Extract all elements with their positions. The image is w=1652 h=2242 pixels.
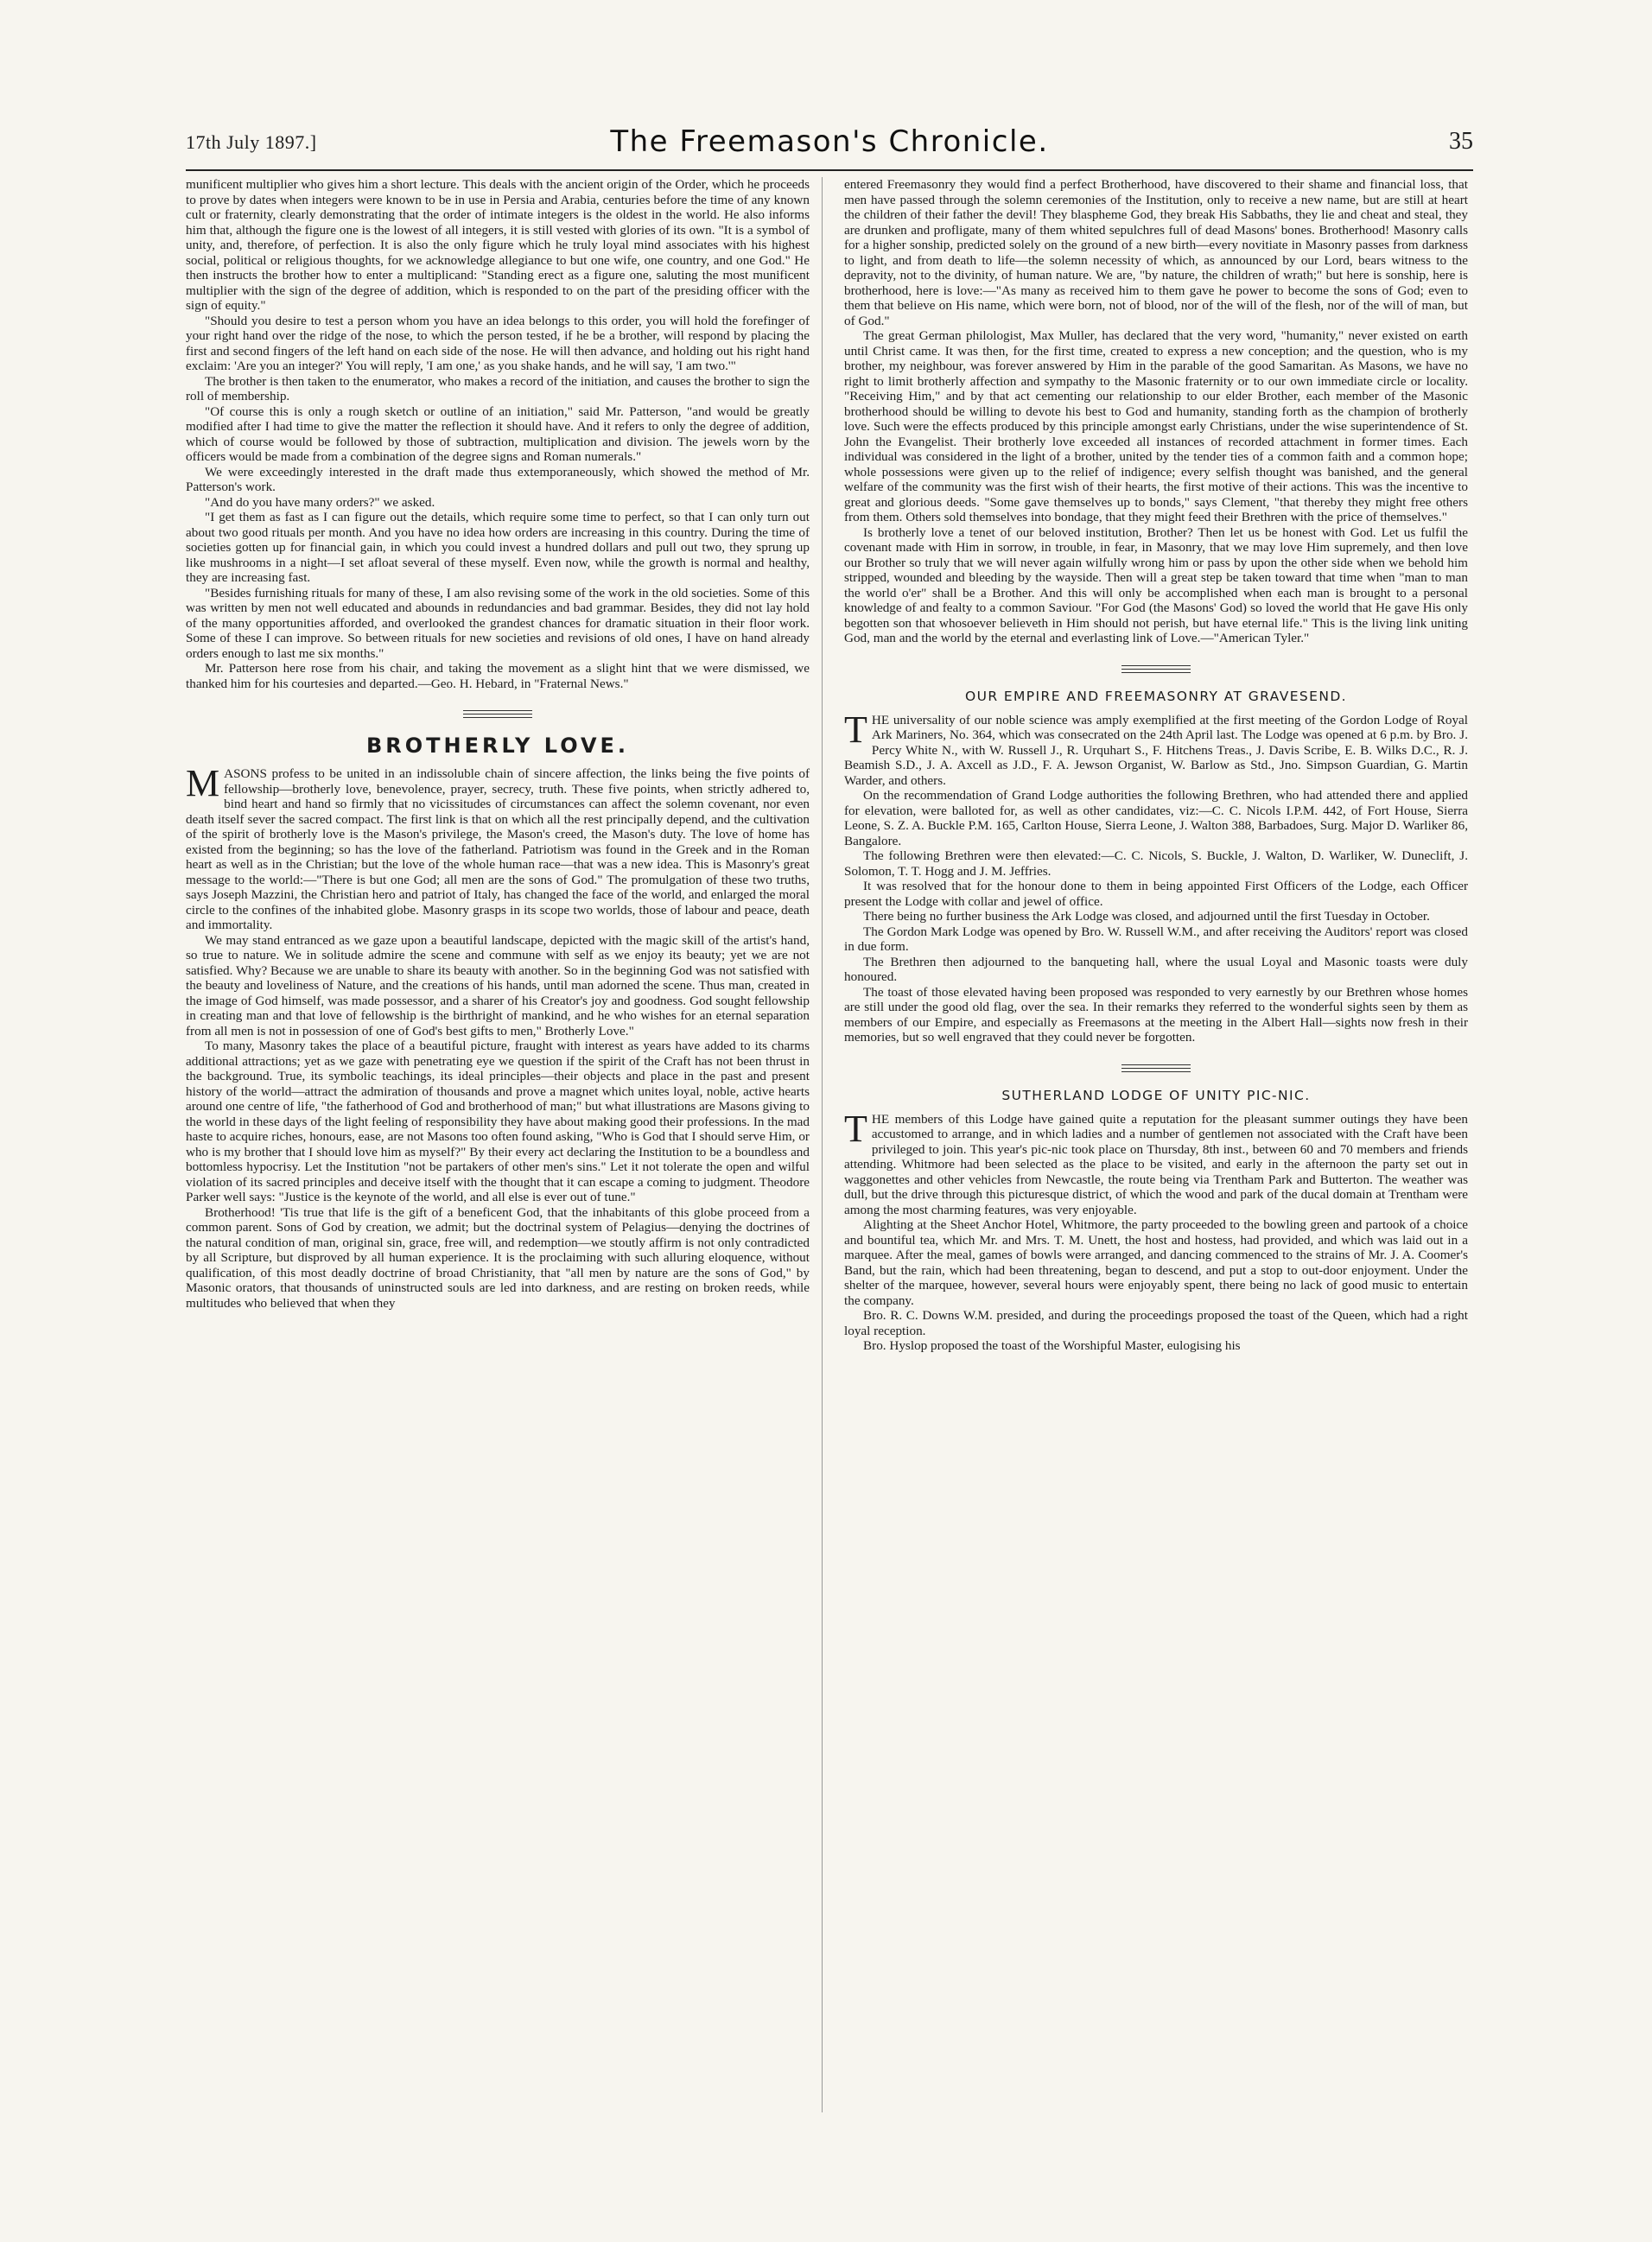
page-number: 35 [1449, 128, 1473, 155]
gravesend-article [844, 708, 1468, 1045]
paragraph: The toast of those elevated having been proposed was responded to very earnestly by our Brethren whose homes are still under the good old flag, over the sea. In their remarks they referred to the wonderful sights seen by them as members of our Empire, and especially as Freemasons at the meeting in the Albert Hall—sights now fresh in their memories, but so well engraved that they could never be forgotten. [844, 984, 1468, 1045]
article-continuation-right [844, 177, 1468, 646]
publication-title: The Freemason's Chronicle. [610, 124, 1049, 159]
paragraph: The following Brethren were then elevated:—C. C. Nicols, S. Buckle, J. Walton, D. Warliker, W. Duneclift, J. Solomon, T. T. Hogg and J. M. Jeffries. [844, 848, 1468, 879]
paragraph: MASONS profess to be united in an indissoluble chain of sincere affection, the links being the five points of fellowship—brotherly love, benevolence, prayer, secrecy, truth. These five points, when strictly adhered to, bind heart and hand so firmly that no vicissitudes of circumstances can affect the solemn covenant, nor even death itself sever the sacred compact. The first link is that on which all the rest principally depend, and the cultivation of the spirit of brotherly love is the Mason's privilege, the Mason's creed, the Mason's duty. The love of home has existed from the beginning; so has the love of the fatherland. Patriotism was found in the Greek and in the Roman heart as well as in the Christian; but the love of the whole human race—that was a new idea. This is Masonry's great message to the world:—"There is but one God; all men are the sons of God." The promulgation of these two truths, says Joseph Mazzini, the Christian hero and patriot of Italy, has changed the face of the world, and enlarged the moral circle to the confines of the inhabited globe. Masonry grasps in its scope two worlds, those of labour and peace, death and immortality. [186, 762, 810, 932]
article-continuation-left [186, 177, 810, 691]
brotherly-love-article [186, 762, 810, 1311]
paragraph: There being no further business the Ark Lodge was closed, and adjourned until the first Tuesday in October. [863, 909, 1430, 924]
left-column [186, 177, 810, 1311]
issue-date: 17th July 1897.] [186, 131, 317, 153]
paragraph: Bro. Hyslop proposed the toast of the Worshipful Master, eulogising his [863, 1338, 1241, 1353]
paragraph: Alighting at the Sheet Anchor Hotel, Whitmore, the party proceeded to the bowling green and partook of a choice and bountiful tea, which Mr. and Mrs. T. M. Unett, the host and hostess, had provided, and which was laid out in a marquee. After the meal, games of bowls were arranged, and dancing commenced to the strains of Mr. J. A. Coomer's Band, but the rain, which had been threatening, began to descend, and put a stop to out-door enjoyment. Under the shelter of the marquee, however, several hours were enjoyably spent, there being no lack of good music to entertain the company. [844, 1217, 1468, 1308]
paragraph: "And do you have many orders?" we asked. [205, 494, 435, 510]
paragraph: Bro. R. C. Downs W.M. presided, and during the proceedings proposed the toast of the Queen, which had a right loyal reception. [844, 1308, 1468, 1338]
drop-cap: T [844, 708, 867, 751]
drop-cap: T [844, 1107, 867, 1150]
section-ornament [463, 710, 532, 718]
brotherly-love-heading: BROTHERLY LOVE. [365, 734, 630, 758]
paragraph: To many, Masonry takes the place of a beautiful picture, fraught with interest as years have added to its charms additional attractions; yet as we gaze with penetrating eye we question if the spirit of the Craft has not been thrust in the background. True, its symbolic teachings, its ideal principles—their objects and place in the past and present history of the world—attract the admiration of thousands and prove a magnet which unites loyal, noble, active hearts around one centre of life, "the fatherhood of God and brotherhood of man;" but what illustrations are Masons giving to the world in these days of the light feeling of responsibility they have about making good their professions. In the mad haste to acquire riches, honours, ease, are not Masons too often found asking, "Who is God that I should serve Him, or who is my brother that I should love him as myself?" By their every act declaring the Institution to be a boundless and bottomless hypocrisy. Let the Institution "not be partakers of other men's sins." Let it not tolerate the open and wilful violation of its sacred principles and deceive itself with the thought that it can escape a coming to judgment. Theodore Parker well says: "Justice is the keynote of the world, and all else is ever out of tune." [186, 1038, 810, 1204]
paragraph: entered Freemasonry they would find a perfect Brotherhood, have discovered to their shame and financial loss, that men have passed through the solemn ceremonies of the Institution, only to receive a new name, but are still at heart the children of their father the devil! They blaspheme God, they break His Sabbaths, they lie and cheat and steal, they are drunken and profligate, many of them whited sepulchres full of dead Masons' bones. Brotherhood! Masonry calls for a higher sonship, predicted solely on the ground of a new birth—every novitiate in Masonry passes from darkness to light, and from death to life—the solemn necessity of which, as announced by our Lord, bears witness to the depravity, not to the divinity, of human nature. We are, "by nature, the children of wrath;" but here is sonship, here is brotherhood, here is love:—"As many as received him to them gave he power to become the sons of God; even to them that believe on His name, which were born, not of blood, nor of the will of the flesh, nor of the will of man, but of God." [844, 177, 1468, 328]
paragraph: On the recommendation of Grand Lodge authorities the following Brethren, who had attended there and applied for elevation, were balloted for, as well as other candidates, viz:—C. C. Nicols I.P.M. 442, of Fort House, Sierra Leone, S. Z. A. Buckle P.M. 165, Carlton House, Sierra Leone, J. Walton 388, Barbadoes, Surg. Major D. Warliker 86, Bangalore. [844, 788, 1468, 848]
paragraph: Brotherhood! 'Tis true that life is the gift of a beneficent God, that the inhabitants of this globe proceed from a common parent. Sons of God by creation, we admit; but the doctrinal system of Pelagius—denying the doctrines of the natural condition of man, original sin, grace, free will, and redemption—we stoutly affirm is not only contradicted by all Scripture, but disproved by all human experience. It is the proclaiming with such alluring eloquence, without qualification, of this most deadly doctrine of broad Christianity, that "all men by nature are the sons of God," by Masonic orators, that thousands of uninstructed souls are led into darkness, and are resting on broken reeds, while multitudes who believed that when they [186, 1204, 810, 1311]
paragraph: It was resolved that for the honour done to them in being appointed First Officers of the Lodge, each Officer present the Lodge with collar and jewel of office. [844, 879, 1468, 909]
masthead [186, 124, 1473, 168]
drop-cap: M [186, 762, 220, 804]
column-divider [822, 177, 823, 2112]
paragraph: The Gordon Mark Lodge was opened by Bro. W. Russell W.M., and after receiving the Auditors' report was closed in due form. [844, 924, 1468, 954]
paragraph: THE members of this Lodge have gained quite a reputation for the pleasant summer outings they have been accustomed to arrange, and in which ladies and a number of gentlemen not associated with the Craft have been privileged to join. This year's pic-nic took place on Thursday, 8th inst., between 60 and 70 members and friends attending. Whitmore had been selected as the place to be visited, and early in the afternoon the party set out in waggonettes and other vehicles from Newcastle, the route being via Trentham Park and Butterton. The weather was dull, but the drive through this picturesque district, of which the wood and park of the ducal domain at Trentham were among the most charming features, was very enjoyable. [844, 1107, 1468, 1217]
paragraph: "Besides furnishing rituals for many of these, I am also revising some of the work in the old societies. Some of this was written by men not well educated and abounds in redundancies and bad grammar. Besides, they did not lay hold of the many opportunities afforded, and overlooked the grandest chances for dramatic situation in their floor work. Some of these I can improve. So between rituals for new societies and revisions of old ones, I have on hand already orders enough to last me six months." [186, 585, 810, 661]
paragraph: "I get them as fast as I can figure out the details, which require some time to perfect, so that I can only turn out about two good rituals per month. And you have no idea how orders are increasing in this country. During the time of societies gotten up for financial gain, in which you could invest a hundred dollars and pull out two, they sprung up like mushrooms in a night—I set afloat several of these myself. Even now, while the growth is normal and healthy, they are increasing fast. [186, 510, 810, 585]
right-column [844, 177, 1468, 1354]
paragraph: "Of course this is only a rough sketch or outline of an initiation," said Mr. Patterson, "and would be greatly modified after I had time to give the matter the reflection it should have. And it refers to only the degree of addition, which of course would be followed by those of subtraction, multiplication and division. The jewels worn by the officers would be made from a combination of the degree signs and Roman numerals." [186, 403, 810, 464]
sutherland-article [844, 1107, 1468, 1354]
paragraph: Is brotherly love a tenet of our beloved institution, Brother? Then let us be honest with God. Let us fulfil the covenant made with Him in sorrow, in trouble, in fear, in Masonry, that we may love Him supremely, and then love our Brother so truly that we will never again wilfully wrong him or pass by upon the other side when we behold him stripped, wounded and bleeding by the wayside. Then will a great step be taken toward that time when "man to man the world o'er" shall be a Brother. And this will only be accomplished when each man is brought to a personal knowledge of and fealty to a common Saviour. "For God (the Masons' God) so loved the world that He gave His only begotten son that whosoever believeth in Him should not perish, but have eternal life." This is the living link uniting God, man and the world by the eternal and everlasting link of Love.—"American Tyler." [844, 524, 1468, 645]
masthead-rule [186, 169, 1473, 171]
paragraph: munificent multiplier who gives him a short lecture. This deals with the ancient origin of the Order, which he proceeds to prove by dates when integers were known to be in use in Persia and Arabia, centuries before the time of any known cult or fraternity, clearly demonstrating that the order of intimate integers is the oldest in the world. He also informs him that, although the figure one is the lowest of all integers, it is still vested with glories of its own. "It is a symbol of unity, and, therefore, of perfection. It is also the only figure which he truly loyal mind associates with his highest social, political or religious thoughts, for we acknowledge allegiance to but one wife, one country, and one God." He then instructs the brother how to enter a multiplicand: "Standing erect as a figure one, saluting the most munificent multiplier with the sign of the degree of addition, which is responded to on the part of the presiding officer with the sign of equity." [186, 177, 810, 313]
paragraph: The great German philologist, Max Muller, has declared that the very word, "humanity," never existed on earth until Christ came. It was then, for the first time, created to express a new conception; and the question, who is my brother, my neighbour, was forever answered by Him in the parable of the good Samaritan. As Masons, we have no right to limit brotherly affection and sympathy to the Masonic fraternity or to our own immediate circle or locality. "Receiving Him," and by that act cementing our relationship to our elder Brother, each member of the Masonic brotherhood should be willing to devote his best to God and humanity, standing forth as the champion of brotherly love. Such were the effects produced by this principle amongst early Christians, under the wise superintendence of St. John the Evangelist. Their brotherly love exceeded all instances of recorded attachment in former times. Each individual was considered in the light of a brother, united by the tender ties of a common faith and a common hope; whole possessions were given up to the relief of indigence; every selfish thought was banished, and the general welfare of the community was the first wish of their hearts, the first motive of their actions. This was the incentive to great and glorious deeds. "Some gave themselves up to bonds," says Clement, "that thereby they might free others from them. Others sold themselves into bondage, that they might feed their Brethren with the price of themselves." [844, 328, 1468, 524]
sutherland-heading: SUTHERLAND LODGE OF UNITY PIC-NIC. [1001, 1087, 1311, 1103]
paragraph: The brother is then taken to the enumerator, who makes a record of the initiation, and causes the brother to sign the roll of membership. [186, 373, 810, 403]
paragraph: We may stand entranced as we gaze upon a beautiful landscape, depicted with the magic skill of the artist's hand, so true to nature. We in solitude admire the scene and commune with self as we enjoy its beauty; yet we are not satisfied. Why? Because we are unable to share its beauty with another. So in the beginning God was not satisfied with the beauty and loveliness of Nature, and the creations of his hands, until man adorned the scene. Thus man, created in the image of God himself, was made possessor, and a sharer of his Creator's joy and goodness. God sought fellowship in creating man and that love of fellowship is the birthright of mankind, and he who wishes for an eternal separation from all men is not in possession of one of God's best gifts to men," Brotherly Love." [186, 932, 810, 1038]
paragraph: Mr. Patterson here rose from his chair, and taking the movement as a slight hint that we were dismissed, we thanked him for his courtesies and departed.—Geo. H. Hebard, in "Fraternal News." [186, 661, 810, 691]
paragraph: "Should you desire to test a person whom you have an idea belongs to this order, you will hold the forefinger of your right hand over the ridge of the nose, to which the person tested, if he be a brother, will respond by placing the first and second fingers of the left hand on each side of the nose. He will then advance, and holding out his right hand exclaim: 'Are you an integer?' You will reply, 'I am one,' as you shake hands, and he will say, 'I am two.'" [186, 313, 810, 373]
paragraph: We were exceedingly interested in the draft made thus extemporaneously, which showed the method of Mr. Patterson's work. [186, 464, 810, 494]
paragraph: THE universality of our noble science was amply exemplified at the first meeting of the Gordon Lodge of Royal Ark Mariners, No. 364, which was consecrated on the 24th April last. The Lodge was opened at 6 p.m. by Bro. J. Percy White N., with W. Russell J., R. Urquhart S., F. Hitchens Treas., J. Davis Scribe, E. B. Wilks D.C., R. J. Beamish S.D., J. A. Axcell as J.D., F. A. Jewson Organist, W. Barlow as Std., Jno. Simpson Guardian, G. Martin Warder, and others. [844, 708, 1468, 788]
paragraph: The Brethren then adjourned to the banqueting hall, where the usual Loyal and Masonic toasts were duly honoured. [844, 954, 1468, 984]
section-ornament [1121, 665, 1191, 673]
gravesend-heading: OUR EMPIRE AND FREEMASONRY AT GRAVESEND. [965, 688, 1347, 704]
section-ornament [1121, 1064, 1191, 1072]
